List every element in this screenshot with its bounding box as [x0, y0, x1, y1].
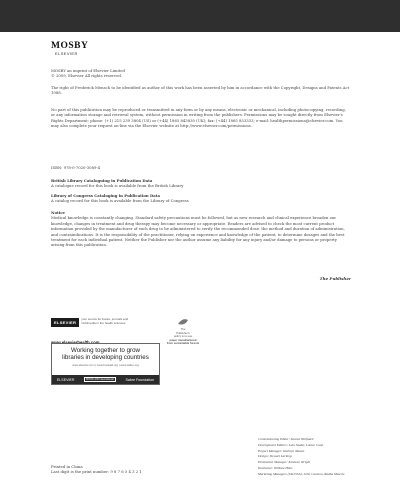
working-together-title — [52, 347, 159, 361]
elsevier-health-block — [51, 318, 151, 345]
printed-in: Printed in China — [51, 464, 83, 469]
imprint-block — [51, 68, 351, 79]
rights-paragraph: The right of Frederick Mensch to be identified as author of this work has been asserted by him in accordance with the Copyright, Designs and Patents Act 1988. — [51, 85, 350, 96]
top-bar — [0, 0, 400, 32]
printed-block — [51, 464, 142, 475]
working-together-box — [51, 343, 160, 385]
working-together-footer — [52, 375, 159, 384]
british-library-text: A catalogue record for this book is available from the British Library — [51, 183, 184, 189]
elsevier-badge: ELSEVIER — [51, 318, 79, 327]
credit-line: Illustration Manager: Kirsteen Wright — [258, 460, 311, 465]
credit-line: Development Editors: Lulu Stader, Louise Cook — [258, 442, 323, 447]
british-library-heading: British Library Cataloguing in Publication Data — [51, 178, 153, 183]
paper-line-5: from sustainable forests — [166, 341, 200, 346]
paper-line-4: paper manufactured — [169, 337, 197, 342]
permissions-paragraph: No part of this publication may be reproduced or transmitted in any form or by any means, electronic or mechanical, including photocopying, recording, or any information storage and retrieval system, without permission in writing from the publishers. Permissions may be sought directly from Elsevier's Rights Department: phone: (+1) 215 239 3804 (US) or (+44) 1865 843830 (UK); fax: (+44) 1865 853333; e-mail: healthpermissions@elsevier.com. You may also complete your request on-line via the Elsevier website at http://www.elsevier.com/permissions. — [51, 107, 346, 129]
sustainable-paper-notice — [166, 318, 200, 345]
credit-line: Project Manager: Kathryn Mason — [258, 448, 305, 453]
footer-bookaid-logo: BOOK AID International — [86, 378, 114, 381]
footer-elsevier-logo: ELSEVIER — [56, 377, 75, 382]
paper-line-3: policy is to use — [173, 334, 193, 339]
credit-line: Marketing Managers (UK/USA): John Canelon, Radha Mawrie — [258, 471, 345, 476]
library-of-congress-block — [51, 193, 351, 204]
mosby-elsevier-logo — [51, 41, 88, 56]
working-together-title-line1: Working together to grow — [70, 347, 140, 354]
notice-block — [51, 210, 351, 248]
leaf-icon — [176, 318, 190, 326]
credit-line: Illustrator: William Hiles — [258, 465, 293, 470]
paper-line-1: The — [180, 327, 186, 332]
library-of-congress-text: A catalog record for this book is available from the Library of Congress — [51, 198, 189, 204]
credits-block — [258, 437, 398, 478]
working-together-title-line2: libraries in developing countries — [62, 354, 149, 361]
publisher-signature: The Publisher — [319, 276, 351, 281]
notice-text: Medical knowledge is constantly changing. Standard safety precautions must be followed, but as new research and clinical experience broaden our knowledge, changes in treatment and drug therapy may become necessary or appropriate. Readers are advised to check the most current product information provided by the manufacturer of each drug to be administered to verify the recommended dose, the method and duration of administration, and contraindications. It is the responsibility of the practitioner, relying on experience and knowledge of the patient, to determine dosages and the best treatment for each individual patient. Neither the Publisher nor the author assume any liability for any injury and/or damage to persons or property arising from this publication. — [51, 215, 345, 248]
imprint-line: MOSBY an imprint of Elsevier Limited — [51, 68, 125, 73]
copyright-page — [0, 32, 400, 500]
isbn: ISBN: 978-0-7020-3089-4 — [51, 165, 101, 170]
notice-heading: Notice — [51, 210, 65, 215]
paper-line-2: Publisher's — [176, 330, 190, 335]
footer-sabre-logo: Sabre Foundation — [125, 377, 155, 382]
library-of-congress-heading: Library of Congress Cataloging in Publication Data — [51, 193, 160, 198]
copyright-line: © 2009, Elsevier All rights reserved. — [51, 73, 122, 79]
elsevier-health-tagline: your source for books, journals and multimedia in the health sciences — [81, 317, 129, 325]
working-together-links[interactable]: www.elsevier.com | www.bookaid.org | www.sabre.org — [72, 363, 139, 367]
print-number: Last digit is the print number: 9 8 7 6 5 4 3 2 1 — [51, 469, 142, 475]
credit-line: Design: Stewart Larking — [258, 454, 292, 459]
credit-line: Commissioning Editor: Sarena Wolfaard — [258, 437, 314, 441]
logo-publisher: ELSEVIER — [55, 51, 78, 56]
logo-brand: MOSBY — [51, 41, 89, 51]
british-library-block — [51, 178, 351, 189]
